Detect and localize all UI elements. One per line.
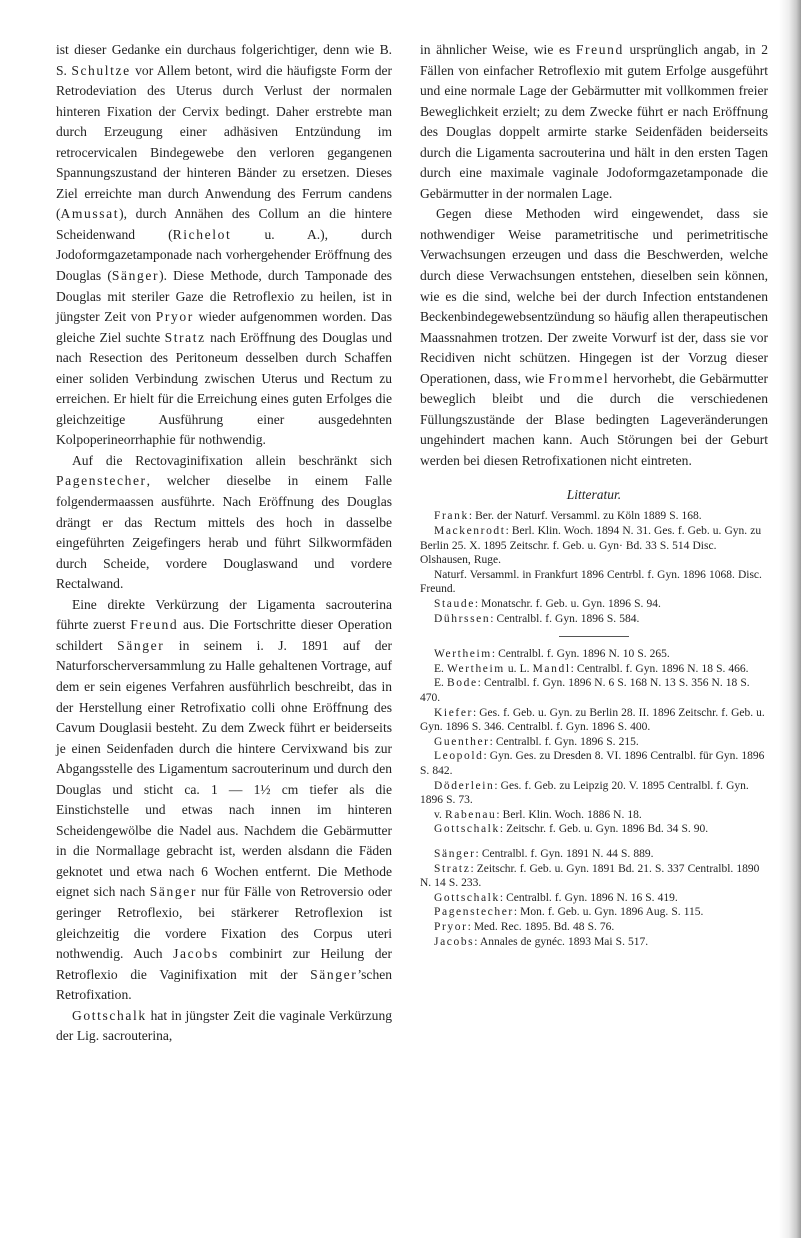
reference-entry — [420, 891, 768, 906]
spaced-name: Amussat — [60, 206, 120, 222]
reference-entry — [420, 676, 768, 705]
reference-group-1 — [420, 509, 768, 626]
spaced-name: Döderlein — [434, 779, 495, 792]
text-run: u. A.), durch Jodoformgazetamponade nach vorhergehender Eröffnung des Douglas ( — [56, 226, 392, 284]
reference-entry — [420, 862, 768, 891]
body-paragraph — [420, 40, 768, 204]
text-run: Gegen diese Methoden wird eingewendet, dass sie nothwendiger Weise parametritische und perimetritische Verwachsungen erzeugen und dass die Beschwerden, welche durch diese Verwachsungen entstehen, dieselben sein können, wie es die sind, welche bei der durch Infection entstandenen Beckenbindegewebsentzündung so häufig allen therapeutischen Maassnahmen trotzen. Der zweite Vorwurf ist der, dass sie vor Recidiven nicht schützen. Hingegen ist der Vorzug dieser Operationen, dass, wie — [420, 206, 768, 386]
text-run: : Centralbl. f. Gyn. 1896 N. 6 S. 168 N. 13 S. 356 N. 18 S. 470. — [420, 677, 750, 705]
spaced-name: Sänger — [310, 966, 358, 982]
reference-entry — [420, 779, 768, 808]
spaced-name: Mandl — [532, 662, 571, 675]
literature-heading: Litteratur. — [566, 487, 622, 503]
spaced-name: Leopold — [434, 750, 484, 763]
text-run: : Med. Rec. 1895. Bd. 48 S. 76. — [467, 920, 615, 933]
spaced-name: Frank — [434, 510, 469, 523]
text-run: : Centralbl. f. Gyn. 1896 N. 18 S. 466. — [570, 662, 749, 675]
reference-entry — [420, 735, 768, 750]
spaced-name: Sänger — [117, 637, 165, 653]
reference-entry — [420, 808, 768, 823]
spaced-name: Gottschalk — [434, 891, 500, 904]
reference-entry — [420, 509, 768, 524]
spaced-name: Pagenstecher — [56, 473, 147, 489]
reference-entry — [420, 822, 768, 837]
text-run: ). Diese Methode, durch Tamponade des Douglas mit steriler Gaze die Retroflexio zu heilen, ist in jüngster Zeit von — [56, 268, 392, 325]
reference-entry — [420, 847, 768, 862]
text-run: : Mon. f. Geb. u. Gyn. 1896 Aug. S. 115. — [513, 906, 704, 919]
spaced-name: Pagenstecher — [434, 906, 514, 919]
reference-entry — [420, 749, 768, 778]
body-paragraph — [420, 204, 768, 471]
spaced-name: Dührssen — [434, 612, 491, 625]
text-run: aus. Die Fortschritte dieser Operation schildert — [56, 617, 392, 653]
spaced-name: Pryor — [434, 920, 468, 933]
spaced-name: Pryor — [155, 309, 194, 325]
left-column — [56, 40, 392, 1047]
text-run: nur für Fälle von Retroversio oder geringer Retroflexio, bei stärkerer Retroflexion ist gleichzeitig die vordere Fixation des Corpus uteri nothwendig. Auch — [56, 884, 392, 962]
spaced-name: Sänger — [111, 268, 160, 284]
text-run: in ähnlicher Weise, wie es — [420, 42, 576, 57]
reference-entry — [420, 706, 768, 735]
text-run: combinirt zur Heilung der Retroflexio die Vaginifixation mit der — [56, 946, 392, 982]
text-run: E. — [434, 662, 447, 675]
reference-entry — [420, 662, 768, 677]
text-run: Auf die Rectovaginifixation allein beschränkt sich — [72, 452, 392, 468]
text-run: v. — [434, 808, 445, 821]
spaced-name: Freund — [575, 42, 624, 57]
text-run: : Ges. f. Geb. zu Leipzig 20. V. 1895 Centralbl. f. Gyn. 1896 S. 73. — [420, 779, 749, 807]
text-run: nach Eröffnung des Douglas und nach Resection des Peritoneum desselben durch Schaffen einer soliden Verbindung zwischen Uterus und Rectum zu erreichen. Er hielt für die Erreichung eines guten Erfolges die gleichzeitige Ausführung einer ausgedehnten Kolpoperineorrhaphie für nothwendig. — [56, 329, 393, 448]
text-run: ), durch Annähen des Collum an die hintere Scheidenwand ( — [56, 206, 392, 242]
spaced-name: Richelot — [172, 226, 232, 242]
spaced-name: Kiefer — [434, 706, 473, 719]
text-run: : Berl. Klin. Woch. 1886 N. 18. — [496, 808, 642, 821]
body-paragraph — [56, 451, 392, 595]
text-run: : Centralbl. f. Gyn. 1896 N. 16 S. 419. — [499, 891, 678, 904]
spaced-name: Gottschalk — [434, 823, 500, 836]
reference-entry — [420, 935, 768, 950]
spaced-name: Guenther — [434, 735, 490, 748]
text-run: : Ges. f. Geb. u. Gyn. zu Berlin 28. II. 1896 Zeitschr. f. Geb. u. Gyn. 1896 S. 346. Centralbl. f. Gyn. 1896 S. 400. — [420, 706, 765, 734]
text-run: : Ber. der Naturf. Versamml. zu Köln 1889 S. 168. — [468, 510, 702, 523]
text-run: wieder aufgenommen worden. Das gleiche Ziel suchte — [56, 309, 392, 345]
reference-entry — [420, 905, 768, 920]
spaced-name: Rabenau — [444, 808, 497, 821]
spaced-name: Staude — [434, 598, 475, 611]
body-paragraph — [56, 40, 392, 451]
right-body — [420, 40, 768, 471]
spaced-name: Sänger — [149, 884, 197, 900]
reference-entry — [420, 920, 768, 935]
right-column — [420, 40, 768, 959]
text-run: vor Allem betont, wird die häufigste Form der Retrodeviation des Uterus durch Verlust der normalen hinteren Fixation der Cervix bedingt. Daher erstrebte man durch Erzeugung einer adhäsiven Entzündung im retrocervicalen Bindegewebe den verloren gegangenen Spannungszustand der hinteren Bänder zu ersetzen. Dieses Ziel erreichte man durch Anwendung des Ferrum candens ( — [56, 62, 392, 222]
body-paragraph — [56, 595, 392, 1006]
text-run: hervorhebt, die Gebärmutter beweglich bleibt und die durch die verschiedenen Füllungszustände der Blase bedingten Lageveränderungen ungehindert machen kann. Auch Störungen bei der Geburt werden bei diesen Retrofixationen nicht eintreten. — [420, 370, 768, 468]
text-run: hat in jüngster Zeit die vaginale Verkürzung der Lig. sacrouterina, — [56, 1007, 392, 1044]
spaced-name: Stratz — [434, 862, 471, 875]
text-run: in seinem i. J. 1891 auf der Naturforscherversammlung zu Halle gehaltenen Vortrage, auf dem er sein eigenes Verfahren ausführlich beschreibt, das in der Herstellung einer Retrofixatio colli ohne Eröffnung des Cavum Douglasii besteht. Zu dem Zweck führt er beiderseits je einen Seidenfaden durch die hintere Cervixwand bis zur Abgangsstelle des Ligamentum sacrouterinum und durch den Douglas und sticht ca. 1 — 1½ cm tiefer als die Einstichstelle und etwas nach innen im hinteren Scheidengewölbe die Nadel aus. Nachdem die Gebärmutter in die Normallage gebracht ist, werden alsdann die Fäden geknotet und etwa nach 6 Wochen entfernt. Die Methode eignet sich nach — [56, 637, 393, 900]
text-run: : Zeitschr. f. Geb. u. Gyn. 1891 Bd. 21. S. 337 Centralbl. 1890 N. 14 S. 233. — [420, 862, 760, 890]
text-run: ’schen Retrofixation. — [56, 966, 392, 1003]
reference-divider — [559, 636, 629, 637]
text-run: : Annales de gynéc. 1893 Mai S. 517. — [474, 935, 649, 948]
text-run: : Centralbl. f. Gyn. 1896 N. 10 S. 265. — [491, 648, 670, 661]
reference-entry — [420, 524, 768, 568]
reference-entry — [420, 612, 768, 627]
text-run: : Centralbl. f. Gyn. 1896 S. 215. — [489, 735, 639, 748]
spaced-name: Gottschalk — [72, 1007, 147, 1023]
spaced-name: Mackenrodt — [434, 525, 506, 538]
spaced-name: Jacobs — [173, 946, 219, 962]
text-run: : Monatschr. f. Geb. u. Gyn. 1896 S. 94. — [474, 598, 661, 611]
reference-entry — [420, 597, 768, 612]
spaced-name: Frommel — [548, 370, 610, 386]
text-run: E. — [434, 677, 447, 690]
page-edge-shadow — [779, 0, 801, 1238]
text-run: u. L. — [504, 662, 533, 675]
reference-group-3 — [420, 847, 768, 949]
spaced-name: Bode — [446, 677, 478, 690]
spaced-name: Jacobs — [434, 935, 475, 948]
text-run: , welcher dieselbe in einem Falle folgendermaassen ausführte. Nach Eröffnung des Douglas drängt er das Rectum mittels des hoch in dasselbe eingeführten Zeigefingers herab und führt Silkwormfäden durch Scheide, vordere Douglaswand und vordere Rectalwand. — [56, 473, 392, 592]
reference-list — [420, 509, 768, 949]
text-run: Naturf. Versamml. in Frankfurt 1896 Centrbl. f. Gyn. 1896 1068. Disc. Freund. — [420, 568, 762, 596]
text-run: : Zeitschr. f. Geb. u. Gyn. 1896 Bd. 34 S. 90. — [499, 823, 709, 836]
spaced-name: Schultze — [71, 62, 131, 78]
spaced-name: Freund — [130, 617, 179, 633]
spaced-name: Sänger — [434, 847, 476, 860]
reference-entry — [420, 568, 768, 597]
spaced-name: Wertheim — [434, 648, 492, 661]
text-run: : Berl. Klin. Woch. 1894 N. 31. Ges. f. Geb. u. Gyn. zu Berlin 25. X. 1895 Zeitschr. f. Geb. u. Gyn· Bd. 33 S. 514 Disc. Olshausen, Ruge. — [420, 525, 762, 567]
text-run: : Centralbl. f. Gyn. 1891 N. 44 S. 889. — [475, 847, 654, 860]
spaced-name: Wertheim — [446, 662, 505, 675]
text-run: Eine direkte Verkürzung der Ligamenta sacrouterina führte zuerst — [56, 596, 392, 633]
text-run: : Gyn. Ges. zu Dresden 8. VI. 1896 Centralbl. für Gyn. 1896 S. 842. — [420, 750, 765, 777]
body-paragraph — [56, 1006, 392, 1047]
text-run: : Centralbl. f. Gyn. 1896 S. 584. — [490, 612, 640, 625]
spaced-name: Stratz — [164, 329, 206, 345]
reference-group-2 — [420, 647, 768, 837]
reference-entry — [420, 647, 768, 662]
text-run: ursprünglich angab, in 2 Fällen von einfacher Retroflexio mit gutem Erfolge ausgeführt und eine normale Lage der Gebärmutter mit vollkommen freier Beweglichkeit erzielt; zu dem Zwecke führt er nach Eröffnung des Douglas doppelt armirte starke Seidenfäden beiderseits durch die Ligamenta sacrouterina und hält in den ersten Tagen durch eine maximale vaginale Jodoformgazetamponade die Gebärmutter in der normalen Lage. — [420, 42, 768, 201]
text-run: ist dieser Gedanke ein durchaus folgerichtiger, denn wie B. S. — [56, 42, 392, 78]
